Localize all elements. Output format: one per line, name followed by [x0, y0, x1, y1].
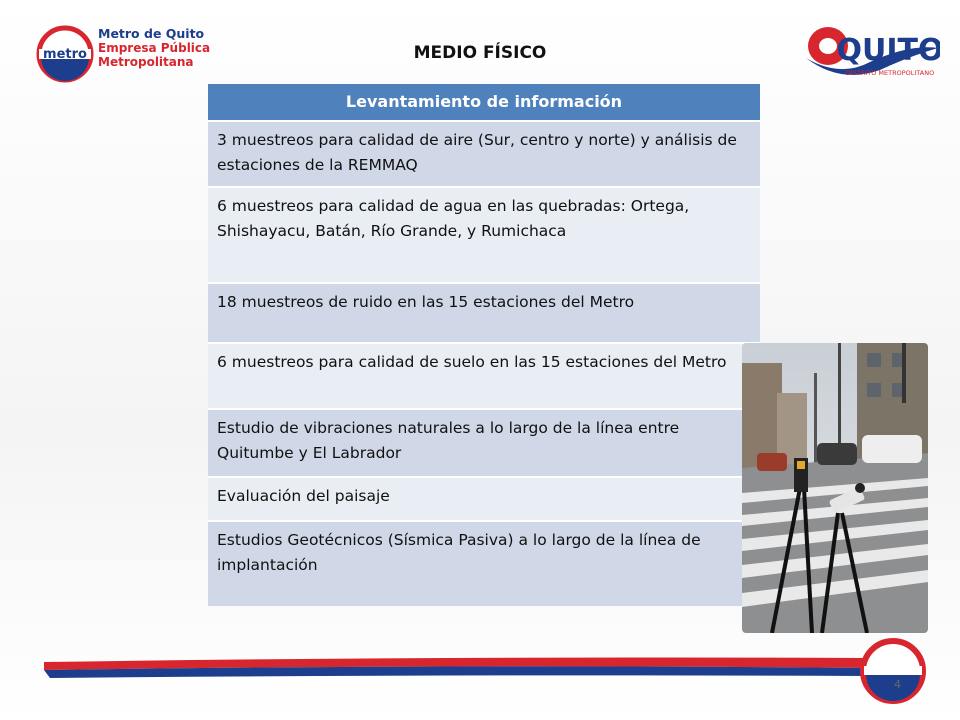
- quito-logo-subtext: DISTRITO METROPOLITANO: [845, 69, 935, 77]
- table-row: 6 muestreos para calidad de agua en las quebradas: Ortega, Shishayacu, Batán, Río Grande, y Rumichaca: [208, 186, 760, 282]
- logo-line-1: Metro de Quito: [98, 26, 205, 41]
- logo-line-2: Empresa Pública: [98, 41, 211, 55]
- table-row: Estudios Geotécnicos (Sísmica Pasiva) a lo largo de la línea de implantación: [208, 520, 760, 606]
- slide-title: MEDIO FÍSICO: [413, 43, 547, 63]
- info-table: [208, 84, 760, 606]
- table-row: 3 muestreos para calidad de aire (Sur, centro y norte) y análisis de estaciones de la REMMAQ: [208, 120, 760, 186]
- photo-image: [742, 343, 928, 633]
- table-row: Evaluación del paisaje: [208, 476, 760, 520]
- bottom-stripe: [38, 654, 868, 680]
- logo-line-3: Metropolitana: [98, 55, 194, 69]
- table-row: 6 muestreos para calidad de suelo en las 15 estaciones del Metro: [208, 342, 760, 408]
- street-monitoring-photo: [742, 343, 928, 633]
- table-header: Levantamiento de información: [208, 84, 760, 120]
- page-number: 4: [894, 678, 901, 691]
- metro-mark-text: metro: [43, 47, 87, 62]
- table-row: 18 muestreos de ruido en las 15 estaciones del Metro: [208, 282, 760, 342]
- bottom-logo-icon: [858, 636, 928, 706]
- quito-logo-text: QUITO: [836, 33, 940, 68]
- table-row: Estudio de vibraciones naturales a lo largo de la línea entre Quitumbe y El Labrador: [208, 408, 760, 476]
- bottom-decoration: [38, 654, 868, 680]
